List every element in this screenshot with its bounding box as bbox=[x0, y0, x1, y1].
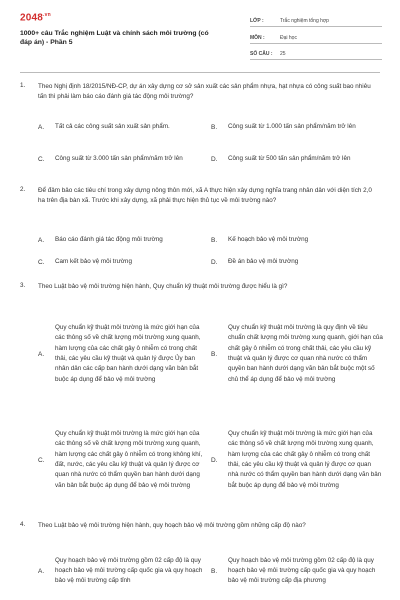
document-meta bbox=[250, 12, 382, 62]
document-header bbox=[0, 0, 400, 66]
option-letter: D. bbox=[211, 258, 218, 266]
option-text: Kế hoạch bảo vệ môi trường bbox=[228, 235, 309, 243]
logo-text: 2048 bbox=[20, 12, 44, 24]
option-letter: C. bbox=[38, 456, 45, 464]
question-text: Để đảm bảo các tiêu chí trong xây dựng nông thôn mới, xã A thực hiện xây dựng nghĩa trang nhân dân với diện tích 2,0 ha trên địa bàn xã. Trước khi xây dựng, xã phải thực hiện thủ tục về môi trường nào? bbox=[38, 187, 372, 205]
option-text: Quy chuẩn kỹ thuật môi trường là mức giới hạn của các thông số về chất lượng môi trường xung quanh, hàm lượng của các chất gây ô nhiễm có trong chất thải, các yêu cầu kỹ thuật và quản lý được Ủy ban nhân dân các cấp ban hành dưới dạng văn bản bắt buộc áp dụng để bảo vệ môi trường bbox=[55, 324, 201, 383]
option-c[interactable] bbox=[38, 147, 208, 171]
question-text: Theo Luật bảo vệ môi trường hiện hành, Quy chuẩn kỹ thuật môi trường được hiểu là gì? bbox=[38, 283, 288, 290]
option-d[interactable] bbox=[211, 408, 383, 512]
option-letter: D. bbox=[211, 155, 218, 163]
question-number: 1. bbox=[20, 82, 26, 89]
option-b[interactable] bbox=[211, 233, 381, 247]
logo-suffix: .vn bbox=[43, 12, 51, 18]
option-a[interactable] bbox=[38, 233, 208, 247]
option-text: Báo cáo đánh giá tác động môi trường bbox=[55, 235, 163, 243]
option-letter: C. bbox=[38, 155, 45, 163]
option-letter: A. bbox=[38, 123, 45, 131]
meta-row-count bbox=[250, 45, 382, 60]
option-a[interactable] bbox=[38, 302, 210, 406]
option-c[interactable] bbox=[38, 408, 210, 512]
document-title: 1000+ câu Trắc nghiệm Luật và chính sách môi trường (có đáp án) - Phần 5 bbox=[20, 30, 209, 46]
question-number: 3. bbox=[20, 282, 26, 289]
option-text: Công suất từ 3.000 tấn sản phẩm/năm trở lên bbox=[55, 154, 183, 162]
option-letter: B. bbox=[211, 236, 218, 244]
option-text: Công suất từ 500 tấn sản phẩm/năm trở lên bbox=[228, 154, 351, 162]
question-number: 4. bbox=[20, 521, 26, 528]
option-a[interactable] bbox=[38, 120, 208, 134]
meta-row-subject bbox=[250, 29, 382, 44]
site-logo[interactable] bbox=[20, 12, 51, 23]
option-d[interactable] bbox=[211, 255, 381, 269]
option-b[interactable] bbox=[211, 115, 381, 139]
option-letter: C. bbox=[38, 258, 45, 266]
option-letter: B. bbox=[211, 350, 218, 358]
question-number: 2. bbox=[20, 186, 26, 193]
option-letter: A. bbox=[38, 236, 45, 244]
option-text: Quy chuẩn kỹ thuật môi trường là mức giới hạn của các thông số về chất lượng môi trường xung quanh, hàm lượng của các chất gây ô nhiễm có trong chất thải, các yêu cầu kỹ thuật và quản lý được cơ quan nhà nước có thẩm quyền ban hành dưới dạng văn bản bắt buộc áp dụng để bảo vệ môi trường bbox=[228, 430, 382, 489]
option-text: Quy hoạch bảo vệ môi trường gồm 02 cấp độ là quy hoạch bảo vệ môi trường cấp quốc gia và quy hoạch bảo vệ môi trường cấp tỉnh bbox=[55, 556, 203, 585]
option-b[interactable] bbox=[211, 543, 383, 599]
option-b[interactable] bbox=[211, 302, 383, 406]
option-d[interactable] bbox=[211, 147, 381, 171]
option-text: Quy hoạch bảo vệ môi trường gồm 02 cấp độ là quy hoạch bảo vệ môi trường cấp quốc gia và quy hoạch bảo vệ môi trường cấp địa phương bbox=[228, 556, 376, 585]
option-text: Đề án bảo vệ môi trường bbox=[228, 257, 299, 265]
option-c[interactable] bbox=[38, 255, 208, 269]
meta-row-class bbox=[250, 12, 382, 27]
meta-value: Đại học bbox=[280, 34, 297, 41]
option-letter: A. bbox=[38, 350, 45, 358]
meta-value: Trắc nghiệm tổng hợp bbox=[280, 18, 329, 24]
option-letter: D. bbox=[211, 456, 218, 464]
option-text: Quy chuẩn kỹ thuật môi trường là mức giới hạn của các thông số về chất lượng môi trường xung quanh, hàm lượng các chất gây ô nhiễm có trong không khí, đất, nước, các yêu cầu kỹ thuật và quản lý được cơ quan nhà nước có thẩm quyền ban hành dưới dạng văn bản bắt buộc áp dụng để bảo vệ môi trường bbox=[55, 430, 203, 489]
meta-label: SỐ CÂU : bbox=[250, 51, 273, 57]
option-letter: B. bbox=[211, 567, 218, 575]
meta-value: 25 bbox=[280, 51, 286, 57]
header-divider bbox=[20, 72, 380, 73]
question-text: Theo Nghị định 18/2015/NĐ-CP, dự án xây dựng cơ sở sản xuất các sản phẩm nhựa, hạt nhựa có công suất bao nhiêu tấn thì phải làm báo cáo đánh giá tác động môi trường? bbox=[38, 83, 371, 101]
option-text: Công suất từ 1.000 tấn sản phẩm/năm trở lên bbox=[228, 122, 356, 130]
meta-label: LỚP : bbox=[250, 18, 264, 24]
option-text: Cam kết bảo vệ môi trường bbox=[55, 257, 132, 265]
option-a[interactable] bbox=[38, 543, 210, 599]
option-letter: B. bbox=[211, 123, 218, 131]
option-text: Quy chuẩn kỹ thuật môi trường là quy định về tiêu chuẩn chất lượng môi trường xung quanh, giới hạn của chất gây ô nhiễm có trong chất thải, các yêu cầu kỹ thuật và quản lý được cơ quan nhà nước có thẩm quyền ban hành dưới dạng văn bản bắt buộc một số chủ thể áp dụng để bảo vệ môi trường bbox=[228, 324, 383, 383]
option-letter: A. bbox=[38, 567, 45, 575]
question-text: Theo Luật bảo vệ môi trường hiện hành, quy hoạch bảo vệ môi trường gồm những cấp độ nào? bbox=[38, 522, 306, 529]
option-text: Tất cả các công suất sản xuất sản phẩm. bbox=[55, 122, 170, 130]
meta-label: MÔN : bbox=[250, 34, 265, 41]
